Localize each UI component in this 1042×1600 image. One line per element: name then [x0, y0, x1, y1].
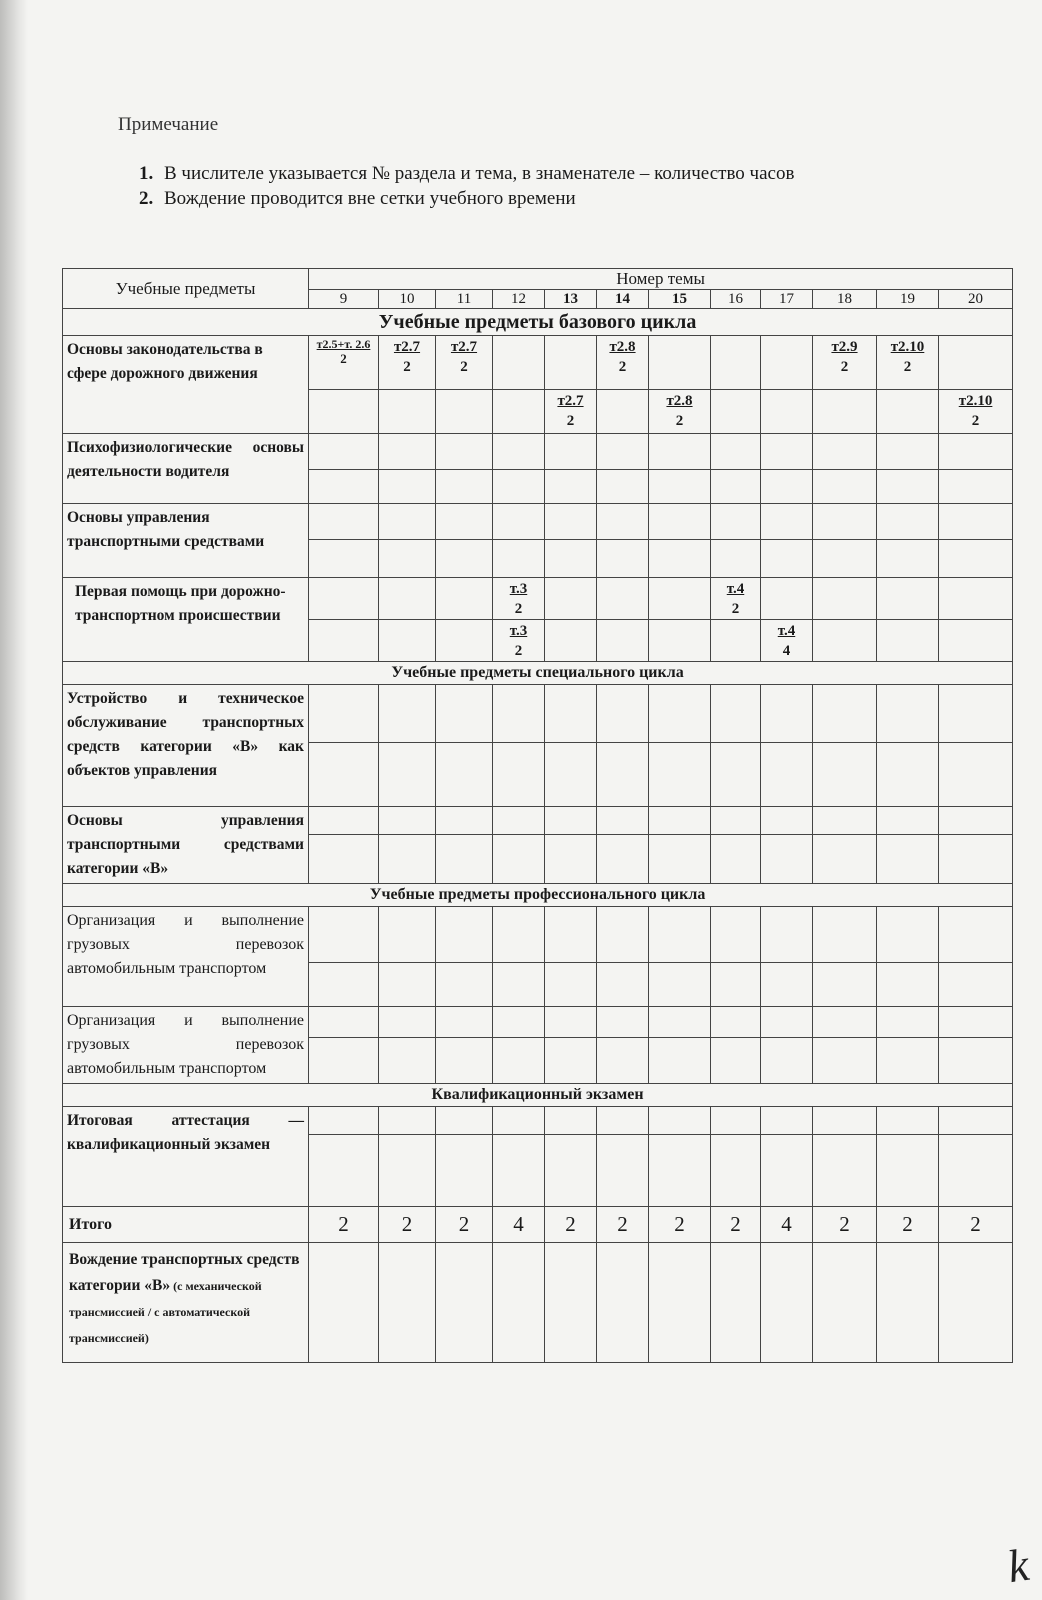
- note-item-1: 1. В числителе указывается № раздела и тема, в знаменателе – количество часов: [158, 161, 794, 186]
- topic-cell: [877, 336, 939, 390]
- cell-hours: 2: [618, 359, 627, 375]
- page-edge-shadow: [0, 0, 28, 1600]
- total-value: 4: [761, 1207, 813, 1243]
- total-value: 2: [939, 1207, 1013, 1243]
- cell-topic: т2.5+т. 2.6: [316, 337, 371, 351]
- cell-hours: 2: [514, 601, 523, 617]
- empty-cell: [493, 336, 545, 390]
- table-row: [63, 434, 1013, 470]
- topic-number: 16: [711, 290, 761, 309]
- cell-topic: т2.10: [958, 393, 993, 409]
- topic-number-header: Номер темы: [309, 269, 1013, 290]
- cell-hours: 2: [460, 359, 468, 375]
- subject-psychophysiology: Психофизиологические основы деятельности водителя: [63, 434, 309, 504]
- cell-hours: 2: [731, 601, 740, 617]
- topic-number: 14: [597, 290, 649, 309]
- topic-number: 11: [436, 290, 493, 309]
- empty-cell: [649, 336, 711, 390]
- total-value: 2: [597, 1207, 649, 1243]
- topic-number: 13: [545, 290, 597, 309]
- topic-cell: [597, 336, 649, 390]
- table-row: [63, 685, 1013, 743]
- topic-cell: [711, 578, 761, 620]
- section-title-professional: Учебные предметы профессионального цикла: [63, 884, 1013, 907]
- subject-device: Устройство и техническое обслуживание транспортных средств категории «В» как объектов управления: [63, 685, 309, 807]
- cell-topic: т2.7: [557, 393, 584, 409]
- topic-cell: [939, 390, 1013, 434]
- cell-hours: 2: [675, 413, 684, 429]
- table-row: [63, 907, 1013, 963]
- cell-topic: т.4: [777, 623, 796, 639]
- total-value: 4: [493, 1207, 545, 1243]
- section-title-basic: Учебные предметы базового цикла: [63, 309, 1013, 336]
- note-item-2: 2. Вождение проводится вне сетки учебного времени: [158, 186, 794, 211]
- totals-row: [63, 1207, 1013, 1243]
- exam-section-row: [63, 1084, 1013, 1107]
- cell-topic: т.3: [509, 581, 528, 597]
- topic-cell: [379, 336, 436, 390]
- table-row: [63, 336, 1013, 390]
- cell-hours: 4: [782, 643, 791, 659]
- empty-cell: [877, 390, 939, 434]
- topic-cell: [649, 390, 711, 434]
- table-row: [63, 807, 1013, 835]
- topic-cell: [813, 336, 877, 390]
- schedule-table: [62, 268, 1013, 1363]
- table-row: [63, 578, 1013, 620]
- notes-title: Примечание: [118, 114, 219, 135]
- empty-cell: [761, 390, 813, 434]
- cycle-row-basic: [63, 309, 1013, 336]
- topic-number: 18: [813, 290, 877, 309]
- table-row: [63, 1107, 1013, 1135]
- empty-cell: [493, 390, 545, 434]
- subject-vehicle-control-b: Основы управления транспортными средствами категории «В»: [63, 807, 309, 884]
- subject-cargo-transport: Организация и выполнение грузовых перевозок автомобильным транспортом: [63, 907, 309, 1007]
- cell-topic: т.4: [726, 581, 745, 597]
- cell-hours: 2: [403, 359, 411, 375]
- notes-list: [118, 161, 794, 211]
- topic-cell: [493, 578, 545, 620]
- empty-cell: [761, 336, 813, 390]
- cycle-row-special: [63, 662, 1013, 685]
- total-value: 2: [877, 1207, 939, 1243]
- subject-driving: [63, 1243, 309, 1363]
- topic-number: 20: [939, 290, 1013, 309]
- topic-number: 15: [649, 290, 711, 309]
- cell-topic: т2.7: [393, 339, 421, 355]
- cell-hours: 2: [340, 351, 347, 366]
- section-title-exam: Квалификационный экзамен: [63, 1084, 1013, 1107]
- driving-transmission-note: (с механической трансмиссией / с автоматической трансмиссией): [69, 1279, 262, 1345]
- topic-number: 12: [493, 290, 545, 309]
- cell-hours: 2: [971, 413, 980, 429]
- topic-cell: [493, 620, 545, 662]
- topic-cell: [761, 620, 813, 662]
- total-value: 2: [545, 1207, 597, 1243]
- topic-cell: [309, 336, 379, 390]
- total-value: 2: [813, 1207, 877, 1243]
- total-value: 2: [711, 1207, 761, 1243]
- total-value: 2: [436, 1207, 493, 1243]
- topic-number: 9: [309, 290, 379, 309]
- empty-cell: [813, 390, 877, 434]
- header-row: [63, 269, 1013, 290]
- cell-topic: т2.7: [450, 339, 478, 355]
- cell-hours: 2: [903, 359, 912, 375]
- empty-cell: [711, 390, 761, 434]
- topic-cell: [545, 390, 597, 434]
- topic-number: 10: [379, 290, 436, 309]
- subject-vehicle-control: Основы управления транспортными средствами: [63, 504, 309, 578]
- empty-cell: [545, 336, 597, 390]
- empty-cell: [711, 336, 761, 390]
- cell-topic: т2.8: [666, 393, 693, 409]
- cell-hours: 2: [514, 643, 523, 659]
- empty-cell: [436, 390, 493, 434]
- empty-cell: [597, 390, 649, 434]
- total-label: Итого: [63, 1207, 309, 1243]
- subject-law: Основы законодательства в сфере дорожного движения: [63, 336, 309, 434]
- empty-cell: [309, 390, 379, 434]
- cycle-row-professional: [63, 884, 1013, 907]
- topic-number: 19: [877, 290, 939, 309]
- cell-topic: т2.8: [609, 339, 636, 355]
- subject-final-exam: Итоговая аттестация — квалификационный экзамен: [63, 1107, 309, 1207]
- subjects-header: Учебные предметы: [63, 269, 309, 309]
- subject-cargo-transport-2: Организация и выполнение грузовых перевозок автомобильным транспортом: [63, 1007, 309, 1084]
- cell-hours: 2: [840, 359, 849, 375]
- driving-title: Вождение транспортных средств категории «В»: [69, 1251, 300, 1294]
- table-row: [63, 1007, 1013, 1038]
- driving-row: [63, 1243, 1013, 1363]
- topic-number: 17: [761, 290, 813, 309]
- section-title-special: Учебные предметы специального цикла: [63, 662, 1013, 685]
- empty-cell: [379, 390, 436, 434]
- handwritten-signature: k: [1004, 1538, 1032, 1593]
- topic-cell: [436, 336, 493, 390]
- cell-topic: т2.10: [890, 339, 925, 355]
- subject-first-aid: Первая помощь при дорожно-транспортном происшествии: [63, 578, 309, 662]
- cell-topic: т2.9: [831, 339, 858, 355]
- notes-block: [118, 112, 794, 211]
- total-value: 2: [649, 1207, 711, 1243]
- cell-topic: т.3: [509, 623, 528, 639]
- total-value: 2: [309, 1207, 379, 1243]
- empty-cell: [939, 336, 1013, 390]
- total-value: 2: [379, 1207, 436, 1243]
- table-row: [63, 504, 1013, 540]
- cell-hours: 2: [566, 413, 575, 429]
